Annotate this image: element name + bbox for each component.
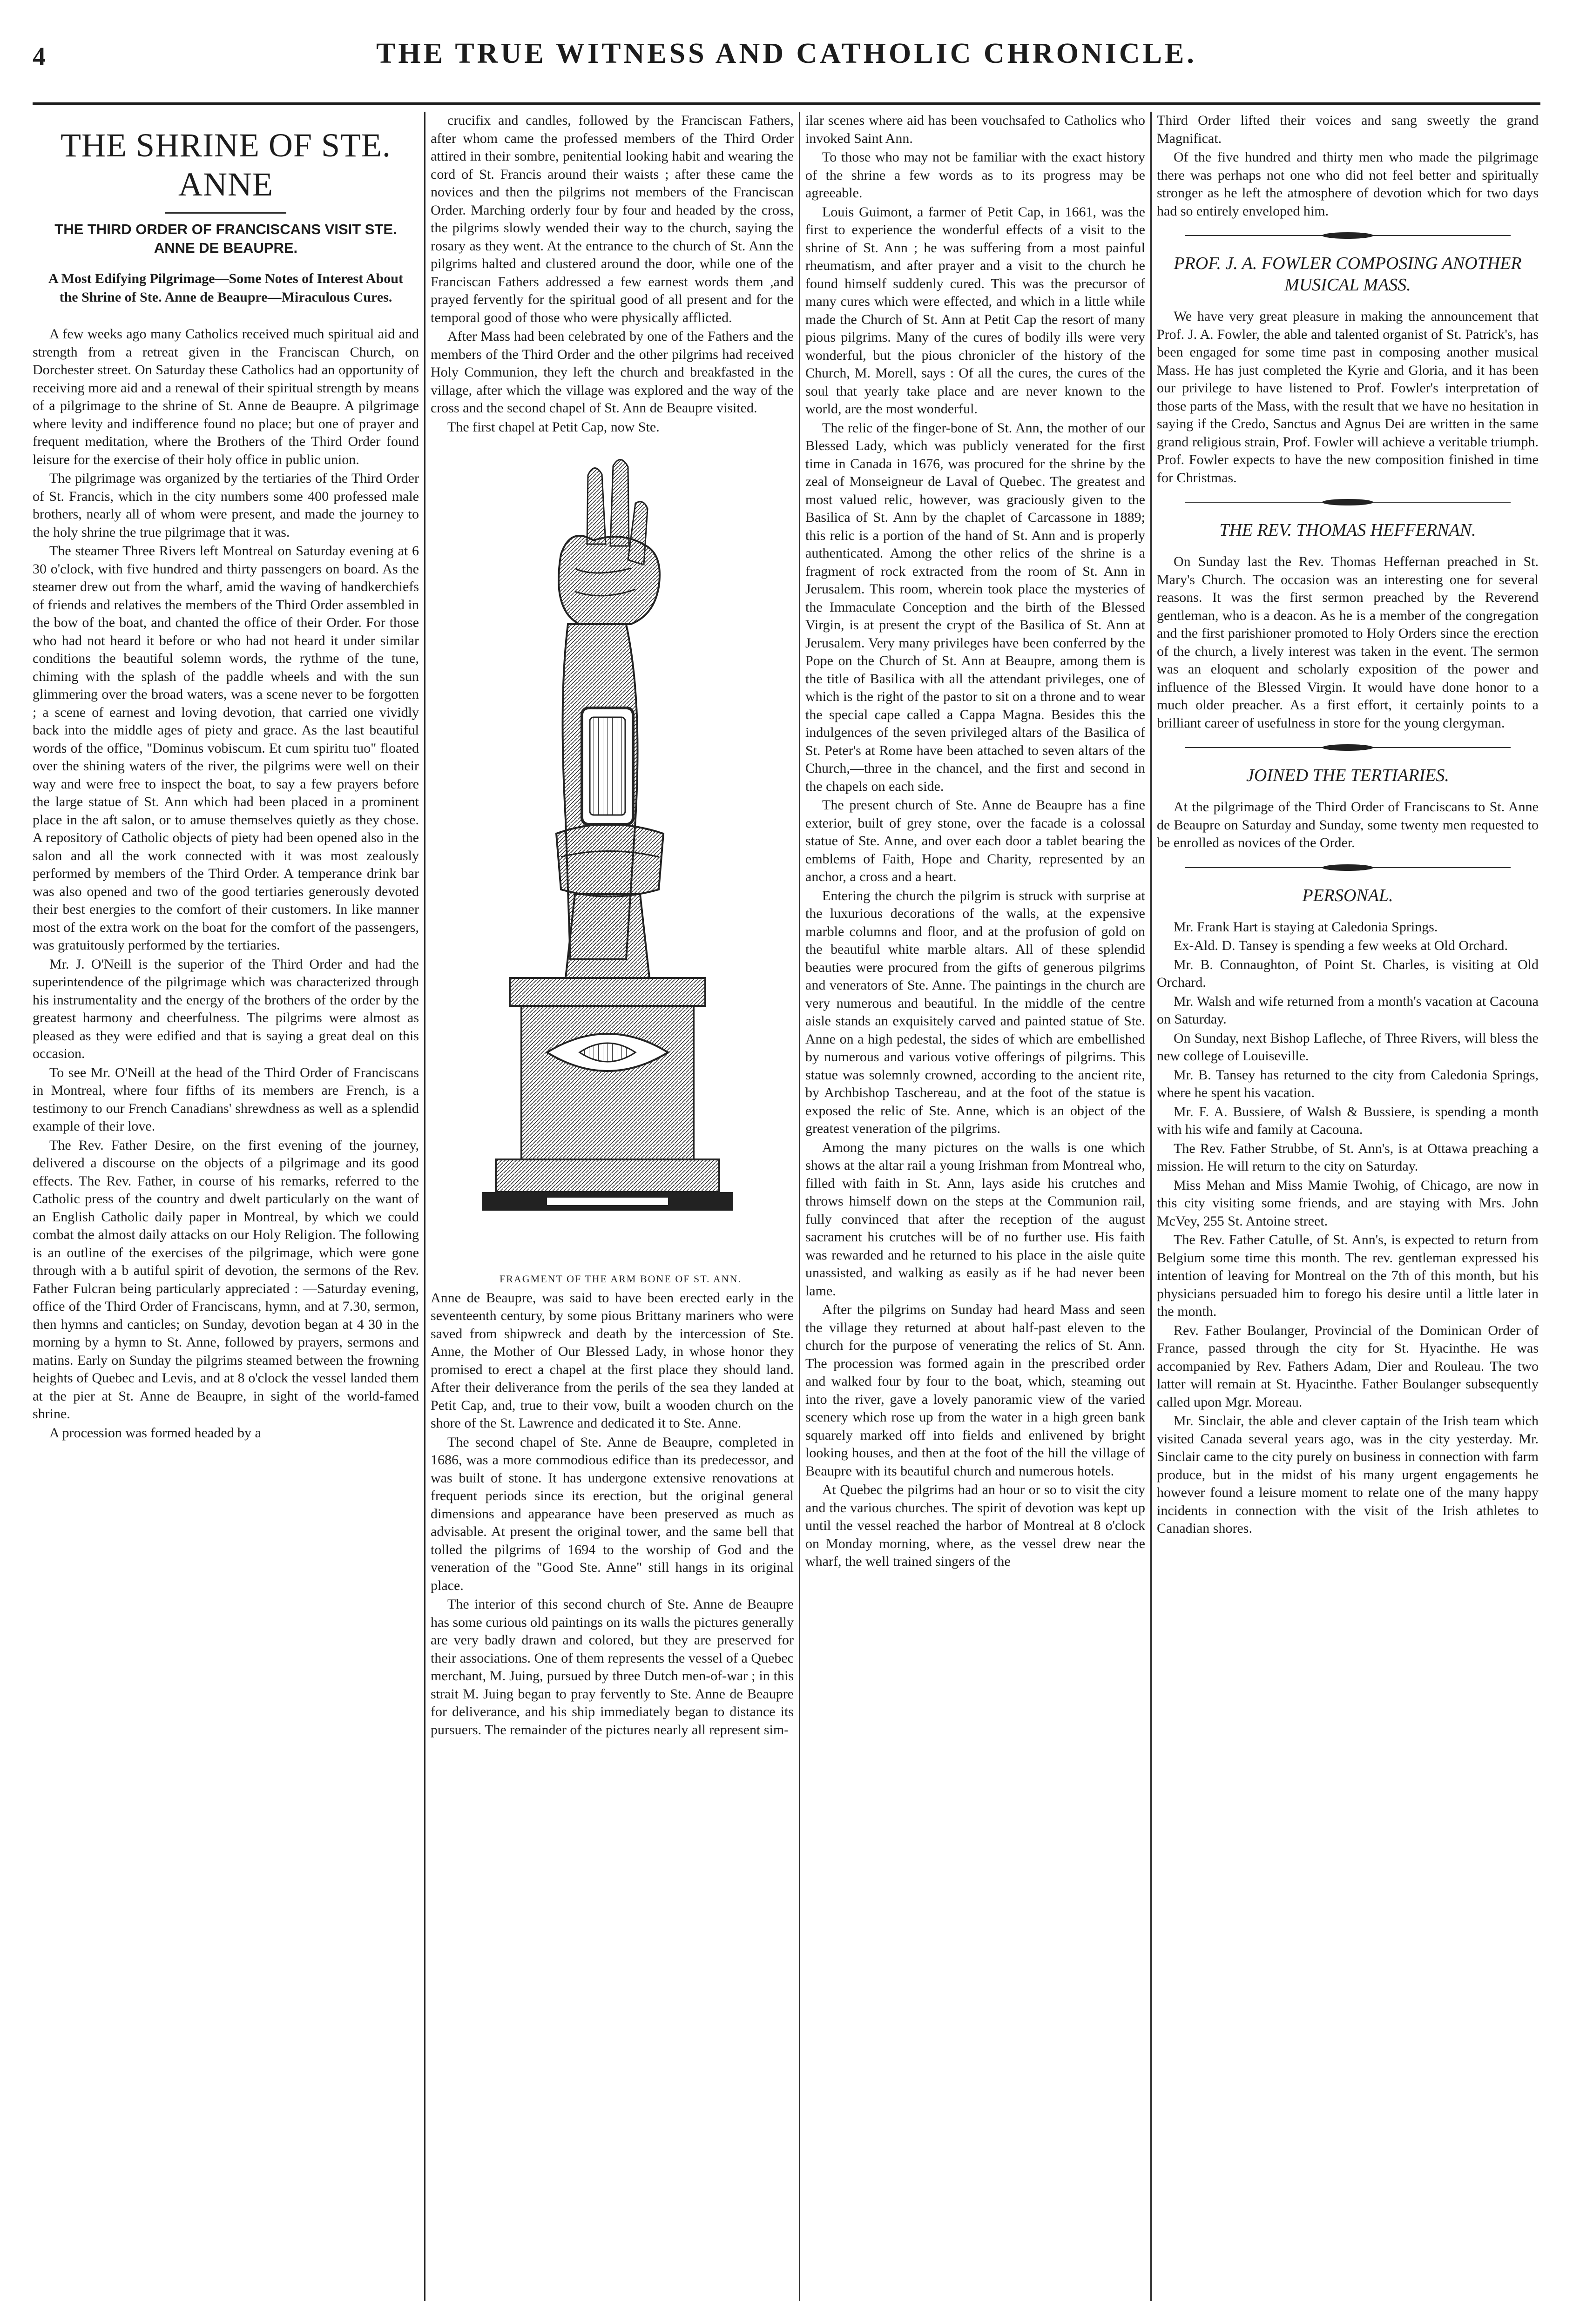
personal-item: The Rev. Father Catulle, of St. Ann's, is expected to return from Belgium some time this month. The rev. gentleman expressed his intention of leaving for Montreal on the 7th of this month, but his physicians persuaded him to forego his desire until a little later in the month. <box>1157 1232 1539 1319</box>
section-divider <box>1185 744 1511 751</box>
section-divider <box>1185 864 1511 871</box>
column-3 <box>805 112 1145 2301</box>
paragraph: Among the many pictures on the walls is one which shows at the altar rail a young Irishman from Montreal who, filled with faith in St. Ann, lays aside his crutches and throws himself down on the steps at the Communion rail, fully convinced that after the reception of the august sacrament his crutches will be of no further use. His faith was rewarded and he returned to his place in the aisle quite unassisted, and walking as easily as if he had never been lame. <box>805 1139 1145 1299</box>
paragraph: Entering the church the pilgrim is struck with surprise at the luxurious decorations of the walls, at the expensive marble columns and floor, and at the profusion of gold on the beautiful white marble altars. All of these splendid beauties were procured from the gifts of generous pilgrims and venerators of Ste. Anne. The paintings in the church are very numerous and beautiful. In the middle of the centre aisle stands an exquisitely carved and painted statue of Ste. Anne on a high pedestal, the sides of which are embellished by numerous and various votive offerings of pilgrims. This statue was solemnly crowned, according to the ancient rite, by Archbishop Taschereau, and at the foot of the statue is exposed the relic of Ste. Anne, which is an object of the greatest veneration of the pilgrims. <box>805 888 1145 1136</box>
paragraph: A few weeks ago many Catholics received much spiritual aid and strength from a retreat given in the Franciscan Church, on Dorchester street. On Saturday these Catholics had an opportunity of receiving more aid and a renewal of their spiritual strength by means of a pilgrimage to the shrine of St. Anne de Beaupre. A pilgrimage where levity and indifference found no place; but one of prayer and frequent meditation, where the Brothers of the Third Order found leisure for the exercise of their holy office in public union. <box>33 326 419 467</box>
article-subhead: THE THIRD ORDER OF FRANCISCANS VISIT STE. ANNE DE BEAUPRE. <box>54 221 397 256</box>
paragraph: The Rev. Father Desire, on the first evening of the journey, delivered a discourse on the objects of a pilgrimage and its good effects. The Rev. Father, in course of his remarks, referred to the Catholic press of the country and dwelt particularly on the want of an English Catholic daily paper in Montreal, by which we could combat the almost daily attacks on our Holy Religion. The following is an outline of the exercises of the pilgrimage, which were gone through with a b autiful spirit of devotion, the sermons of the Rev. Father Fulcran being particularly appreciated : —Saturday evening, office of the Third Order of Franciscans, hymn, and at 7.30, sermon, then hymns and canticles; on Sunday, devotion began at 4 30 in the morning by a hymn to St. Anne, followed by prayers, sermons and matins. Early on Sunday the pilgrims steamed between the frowning heights of Quebec and Levis, and at 8 o'clock the vessel landed them at the pier at St. Anne de Beaupre, in sight of the world-famed shrine. <box>33 1137 419 1421</box>
personal-item: Mr. Frank Hart is staying at Caledonia Springs. <box>1174 919 1438 935</box>
paragraph: After the pilgrims on Sunday had heard Mass and seen the village they returned at about half-past eleven to the church for the purpose of venerating the relics of St. Ann. The procession was formed again in the prescribed order and walked four by four to the boat, which, steaming out into the river, gave a lovely panoramic view of the varied scenery which rose up from the water in a high green bank squarely marked off into fields and enlivened by bright looking houses, and then at the foot of the hill the village of Beaupre with its beautiful church and numerous hotels. <box>805 1302 1145 1479</box>
personal-item: Mr. Sinclair, the able and clever captain of the Irish team which visited Canada several years ago, was in the city yesterday. Mr. Sinclair came to the city purely on business in connection with farm produce, but in the midst of his many urgent engagements he however found a leisure moment to relate one of the many happy incidents in connection with the visit of the Irish athletes to Canadian shores. <box>1157 1413 1539 1536</box>
column-1 <box>33 112 419 2301</box>
personal-item: Mr. B. Tansey has returned to the city from Caledonia Springs, where he spent his vacation. <box>1157 1067 1539 1100</box>
paragraph: The present church of Ste. Anne de Beaupre has a fine exterior, built of grey stone, over the facade is a colossal statue of Ste. Anne, and over each door a tablet bearing the emblems of Faith, Hope and Charity, represented by an anchor, a cross and a heart. <box>805 797 1145 884</box>
personal-heading: PERSONAL. <box>1302 885 1393 905</box>
paragraph: Third Order lifted their voices and sang sweetly the grand Magnificat. <box>1157 113 1539 146</box>
paragraph: Mr. J. O'Neill is the superior of the Third Order and had the superintendence of the pilgrimage which was characterized through his instrumentality and the energy of the brothers of the order by the greatest harmony and cheerfulness. The pilgrims were almost as pleased as they were edified and that is saying a great deal on this occasion. <box>33 956 419 1061</box>
article-title: THE SHRINE OF STE. ANNE <box>60 127 391 203</box>
personal-item: Rev. Father Boulanger, Provincial of the Dominican Order of France, passed through the city for St. Hyacinthe. He was accompanied by Rev. Fathers Adam, Dier and Rouleau. The two latter will remain at St. Hyacinthe. Father Boulanger subsequently called upon Mgr. Moreau. <box>1157 1322 1539 1410</box>
paragraph: The first chapel at Petit Cap, now Ste. <box>447 419 660 435</box>
paragraph: The steamer Three Rivers left Montreal on Saturday evening at 6 30 o'clock, with five hundred and thirty passengers on board. As the steamer drew out from the wharf, amid the waving of handkerchiefs of friends and relatives the members of the Third Order assembled in the bow of the boat, and chanted the office of their Order. For those who had not heard it before or who had not heard it under similar conditions the beautiful solemn words, the rythme of the tune, chiming with the splash of the paddle wheels and with the sun glimmering over the broad waters, was a scene never to be forgotten ; a scene of earnest and loving devotion, that carried one vividly back into the middle ages of piety and grace. As the last beautiful words of the office, "Dominus vobiscum. Et cum spiritu tuo" floated over the shining waters of the river, the pilgrims were well on their way and were free to inspect the boat, to say a few prayers before the large statue of St. Ann which had been placed in a prominent place in the aft salon, or to amuse themselves quietly as they chose. A repository of Catholic objects of piety had been opened also in the salon and all the work connected with it was most zealously performed by members of the Third Order. A temperance drink bar was also opened and two of the good tertiaries generously devoted their best energies to the comfort of their customers. In like manner most of the extra work on the boat for the comfort of the passengers, was gratuitously performed by the tertiaries. <box>33 543 419 953</box>
column-rule <box>799 112 800 2301</box>
paragraph: The interior of this second church of Ste. Anne de Beaupre has some curious old paintings on its walls the pictures generally are very badly drawn and colored, but they are preserved for their associations. One of them represents the vessel of a Quebec merchant, M. Juing, pursued by three Dutch men-of-war ; in this strait M. Juing began to pray fervently to Ste. Anne de Beaupre for deliverance, and his ship immediately began to distance its pursuers. The remainder of the pictures nearly all represent sim- <box>431 1596 794 1738</box>
column-rule <box>424 112 425 2301</box>
paragraph: Of the five hundred and thirty men who made the pilgrimage there was perhaps not one who did not feel better and spiritually stronger as he left the atmosphere of devotion which for two days had so entirely enveloped him. <box>1157 149 1539 219</box>
page-number: 4 <box>33 42 46 71</box>
paragraph: Louis Guimont, a farmer of Petit Cap, in 1661, was the first to experience the wonderful effects of a visit to the shrine of St. Ann ; he was suffering from a most painful rheumatism, and after prayer and a visit to the church he found himself suddenly cured. This was the precursor of many cures which were effected, and which in a little while made the Church of St. Ann at Petit Cap the resort of many pious pilgrims. Many of the cures of bodily ills were very wonderful, but the pious chronicler of the history of the Church, M. Morell, says : Of all the cures, the cures of the soul that yearly take place and are never known to the world, are the most wonderful. <box>805 204 1145 417</box>
column-4 <box>1157 112 1539 2301</box>
tertiaries-heading: JOINED THE TERTIARIES. <box>1246 766 1449 785</box>
column-rule <box>1150 112 1152 2301</box>
heffernan-heading: THE REV. THOMAS HEFFERNAN. <box>1219 520 1476 540</box>
paragraph: A procession was formed headed by a <box>49 1425 261 1441</box>
paragraph: crucifix and candles, followed by the Franciscan Fathers, after whom came the professed members of the Third Order attired in their sombre, penitential looking habit and wearing the cord of St. Francis around their waists ; after these came the novices and then the pilgrims not members of the Franciscan Order. Marching orderly four by four and headed by the cross, the pilgrims slowly wended their way to the church, saying the rosary as they went. At the entrance to the church of St. Ann the pilgrims halted and clustered around the door, while one of the Franciscan Fathers addressed a few earnest words them ,and prayed fervently for the spiritual good of all present and for the temporal good of those who were physically afflicted. <box>431 113 794 325</box>
paragraph: Anne de Beaupre, was said to have been erected early in the seventeenth century, by some pious Brittany mariners who were saved from shipwreck and death by the intercession of Ste. Anne, the Mother of Our Blessed Lady, in whose honor they promised to erect a chapel at the first place they should land. After their deliverance from the perils of the sea they landed at Petit Cap, and, true to their vow, built a wooden church on the shore of the St. Lawrence and dedicated it to Ste. Anne. <box>431 1290 794 1431</box>
section-divider <box>1185 232 1511 239</box>
title-rule <box>165 212 286 214</box>
paper-name: THE TRUE WITNESS AND CATHOLIC CHRONICLE. <box>376 38 1197 69</box>
paragraph: To see Mr. O'Neill at the head of the Third Order of Franciscans in Montreal, where four fifths of its members are French, is a testimony to our French Canadians' shrewdness as well as a splendid example of their love. <box>33 1064 419 1134</box>
masthead <box>33 14 1540 107</box>
paragraph: After Mass had been celebrated by one of the Fathers and the members of the Third Order and the other pilgrims had received Holy Communion, they left the church and breakfasted in the village, after which the village was explored and the way of the cross and the second chapel of St. Ann de Beaupre visited. <box>431 329 794 416</box>
paragraph: ilar scenes where aid has been vouchsafed to Catholics who invoked Saint Ann. <box>805 113 1145 146</box>
arm-bone-reliquary-illustration <box>440 447 784 1266</box>
personal-item: Mr. Walsh and wife returned from a month's vacation at Cacouna on Saturday. <box>1157 993 1539 1027</box>
masthead-rule <box>33 102 1540 105</box>
paragraph: The pilgrimage was organized by the tertiaries of the Third Order of St. Francis, which in the city numbers some 400 professed male brothers, nearly all of whom were present, and made the journey to the holy shrine the true pilgrimage that it was. <box>33 471 419 540</box>
article-deck: A Most Edifying Pilgrimage—Some Notes of Interest About the Shrine of Ste. Anne de Beaupre—Miraculous Cures. <box>48 271 403 305</box>
personal-item: Mr. B. Connaughton, of Point St. Charles, is visiting at Old Orchard. <box>1157 957 1539 990</box>
personal-item: The Rev. Father Strubbe, of St. Ann's, is at Ottawa preaching a mission. He will return to the city on Saturday. <box>1157 1140 1539 1174</box>
personal-item: Miss Mehan and Miss Mamie Twohig, of Chicago, are now in this city visiting some friends, and are staying with Mrs. John McVey, 255 St. Antoine street. <box>1157 1177 1539 1229</box>
figure-caption: FRAGMENT OF THE ARM BONE OF ST. ANN. <box>499 1273 742 1285</box>
paragraph: At the pilgrimage of the Third Order of Franciscans to St. Anne de Beaupre on Saturday and Sunday, some twenty men requested to be enrolled as novices of the Order. <box>1157 799 1539 850</box>
paragraph: At Quebec the pilgrims had an hour or so to visit the city and the various churches. The spirit of devotion was kept up until the vessel reached the harbor of Montreal at 8 o'clock on Monday morning, where, as the vessel drew near the wharf, the well trained singers of the <box>805 1482 1145 1569</box>
personal-item: Ex-Ald. D. Tansey is spending a few weeks at Old Orchard. <box>1174 938 1508 953</box>
section-divider <box>1185 499 1511 505</box>
fowler-heading: PROF. J. A. FOWLER COMPOSING ANOTHER MUSICAL MASS. <box>1174 254 1522 295</box>
personal-item: On Sunday, next Bishop Lafleche, of Three Rivers, will bless the new college of Louiseville. <box>1157 1030 1539 1064</box>
paragraph: To those who may not be familiar with the exact history of the shrine a few words as to its progress may be agreeable. <box>805 149 1145 201</box>
paragraph: We have very great pleasure in making the announcement that Prof. J. A. Fowler, the able and talented organist of St. Patrick's, has been engaged for some time past in composing another musical Mass. He has just completed the Kyrie and Gloria, and it has been our privilege to have listened to Prof. Fowler's interpretation of those parts of the Mass, with the result that we have no hesitation in saying if the Credo, Sanctus and Agnus Dei are written in the same grand religious strain, Prof. Fowler will achieve a veritable triumph. Prof. Fowler expects to have the new composition finished in time for Christmas. <box>1157 309 1539 485</box>
relic-engraving <box>440 447 784 1266</box>
personal-item: Mr. F. A. Bussiere, of Walsh & Bussiere, is spending a month with his wife and family at Cacouna. <box>1157 1104 1539 1137</box>
column-2 <box>431 112 794 2301</box>
paragraph: On Sunday last the Rev. Thomas Heffernan preached in St. Mary's Church. The occasion was an interesting one for several reasons. It was the first sermon preached by the Reverend gentleman, who is a deacon. As he is a member of the congregation and the first parishioner promoted to Holy Orders since the erection of the church, a lively interest was taken in the event. The sermon was an eloquent and scholarly exposition of the power and influence of the Blessed Virgin. It would have done honor to a much older preacher. As a first effort, it certainly points to a brilliant career of usefulness in store for the young clergyman. <box>1157 554 1539 731</box>
paragraph: The second chapel of Ste. Anne de Beaupre, completed in 1686, was a more commodious edifice than its predecessor, and was built of stone. It has undergone extensive renovations at frequent periods since its erection, but the original general dimensions and appearance have been preserved as much as advisable. At present the original tower, and the same bell that tolled the pilgrims of 1694 to the worship of God and the veneration of the "Good Ste. Anne" still hangs in its original place. <box>431 1434 794 1593</box>
paragraph: The relic of the finger-bone of St. Ann, the mother of our Blessed Lady, which was publicly venerated for the first time in Canada in 1676, was procured for the shrine by the zeal of Monseigneur de Laval of Quebec. The greatest and most valued relic, however, was graciously given to the Basilica of St. Ann by the chaplet of Carcassone in 1889; this relic is a portion of the hand of St. Ann and is properly authenticated. Among the other relics of the shrine is a fragment of rock extracted from the room of St. Ann in Jerusalem. This room, wherein took place the mysteries of the Immaculate Conception and the birth of the Blessed Virgin, is at present the crypt of the Basilica of St. Ann at Jerusalem. Very many privileges have been conferred by the Pope on the Church of St. Ann at Beaupre, among them is the title of Basilica with all the attendant privileges, one of which is the right of the pastor to sit on a throne and to wear the special cape called a Cappa Magna. Besides this the indulgences of the seven privileged altars of the Basilica of St. Peter's at Rome have been attached to seven altars of the Church,—three in the chancel, and the first and second in the chapels on each side. <box>805 420 1145 794</box>
